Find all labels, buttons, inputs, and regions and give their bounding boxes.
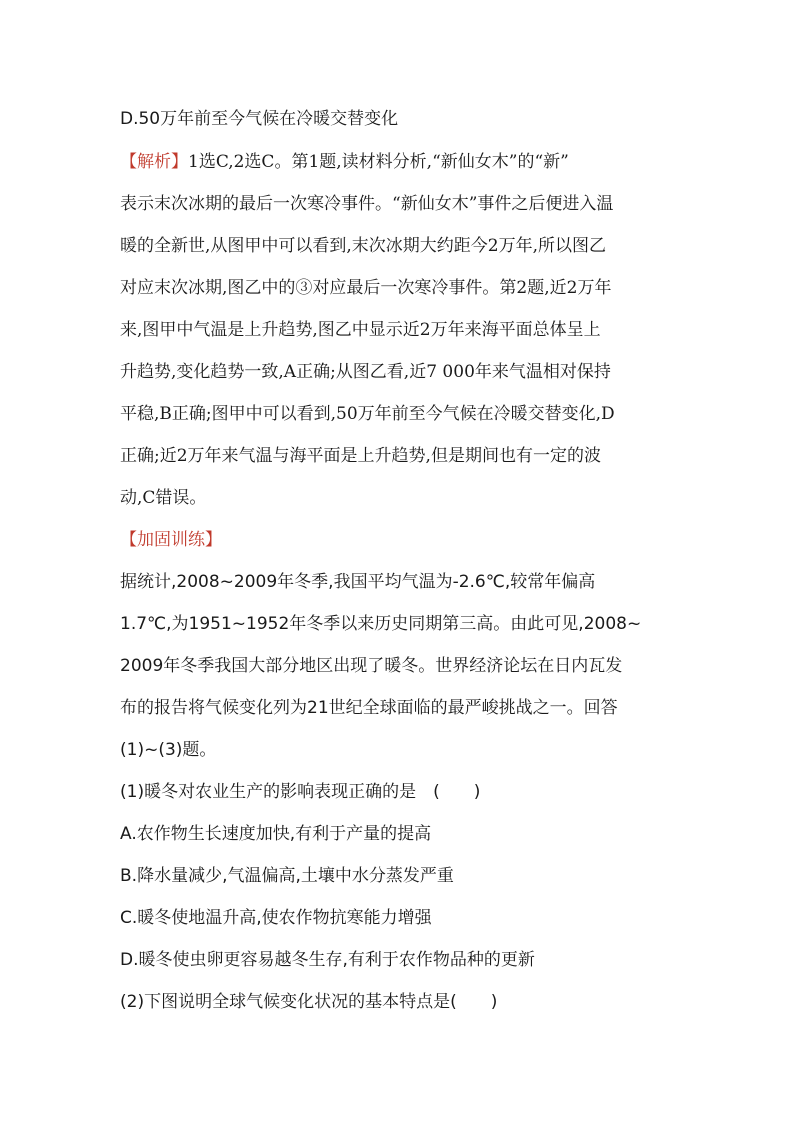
reinforcement-tag: 【加固训练】 <box>120 530 222 550</box>
question-1-option-a: A.农作物生长速度加快,有利于产量的提高 <box>120 824 432 844</box>
analysis-tag: 【解析】 <box>120 152 188 172</box>
option-d-prev: D.50万年前至今气候在冷暖交替变化 <box>120 109 399 129</box>
analysis-line: 来,图甲中气温是上升趋势,图乙中显示近2万年来海平面总体呈上 <box>120 320 601 340</box>
analysis-line: 表示末次冰期的最后一次寒冷事件。“新仙女木”事件之后便进入温 <box>120 194 614 214</box>
passage-line: (1)~(3)题。 <box>120 740 217 760</box>
analysis-line: 平稳,B正确;图甲中可以看到,50万年前至今气候在冷暖交替变化,D <box>120 404 615 424</box>
question-1-option-b: B.降水量减少,气温偏高,土壤中水分蒸发严重 <box>120 866 454 886</box>
passage-line: 据统计,2008~2009年冬季,我国平均气温为-2.6℃,较常年偏高 <box>120 572 596 592</box>
question-1-option-d: D.暖冬使虫卵更容易越冬生存,有利于农作物品种的更新 <box>120 950 535 970</box>
passage-line: 布的报告将气候变化列为21世纪全球面临的最严峻挑战之一。回答 <box>120 698 618 718</box>
question-1-option-c: C.暖冬使地温升高,使农作物抗寒能力增强 <box>120 908 432 928</box>
analysis-line: 【解析】1选C,2选C。第1题,读材料分析,“新仙女木”的“新” <box>120 152 569 172</box>
passage-line: 2009年冬季我国大部分地区出现了暖冬。世界经济论坛在日内瓦发 <box>120 656 623 676</box>
analysis-line: 正确;近2万年来气温与海平面是上升趋势,但是期间也有一定的波 <box>120 446 601 466</box>
analysis-line: 对应末次冰期,图乙中的③对应最后一次寒冷事件。第2题,近2万年 <box>120 278 612 298</box>
analysis-line: 动,C错误。 <box>120 488 207 508</box>
reinforcement-heading <box>120 530 680 550</box>
analysis-line: 升趋势,变化趋势一致,A正确;从图乙看,近7 000年来气温相对保持 <box>120 362 611 382</box>
passage-line: 1.7℃,为1951~1952年冬季以来历史同期第三高。由此可见,2008~ <box>120 614 642 634</box>
question-1: (1)暖冬对农业生产的影响表现正确的是 ( ) <box>120 782 481 802</box>
analysis-line: 暖的全新世,从图甲中可以看到,末次冰期大约距今2万年,所以图乙 <box>120 236 607 256</box>
question-2: (2)下图说明全球气候变化状况的基本特点是( ) <box>120 992 498 1012</box>
